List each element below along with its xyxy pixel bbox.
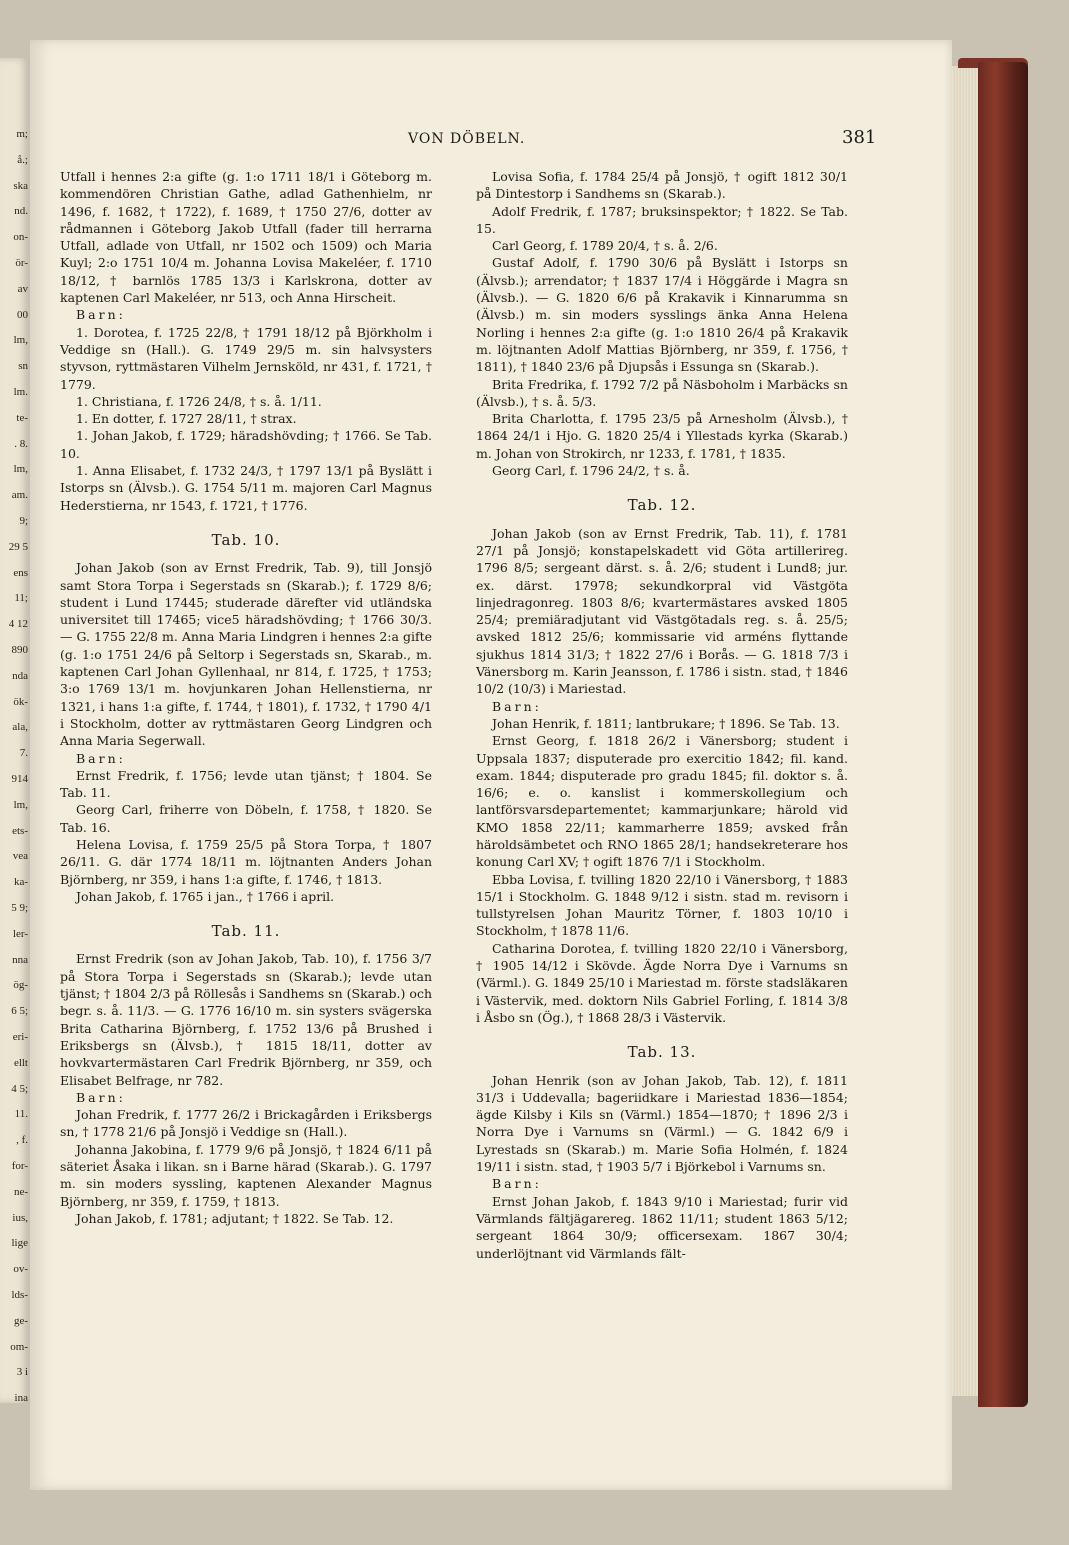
entry-paragraph: Adolf Fredrik, f. 1787; bruksinspektor; † 1822. Se Tab. 15. (476, 203, 848, 236)
entry-paragraph: 1. Anna Elisabet, f. 1732 24/3, † 1797 13/1 på Byslätt i Istorps sn (Älvsb.). G. 1754 5/11 m. majoren Carl Magnus Hederstierna, nr 1543, f. 1721, † 1776. (60, 463, 432, 513)
entry-paragraph: Johan Jakob, f. 1765 i jan., † 1766 i april. (76, 888, 335, 904)
table-heading: Tab. 10. (211, 530, 281, 549)
margin-fragment: 7. (19, 747, 28, 760)
margin-fragment: 3 i (16, 1366, 28, 1379)
entry-paragraph: Georg Carl, friherre von Döbeln, f. 1758, † 1820. Se Tab. 16. (60, 802, 432, 835)
margin-fragment: 914 (11, 773, 28, 785)
entry-paragraph: Johan Jakob (son av Ernst Fredrik, Tab. 9), till Jonsjö samt Stora Torpa i Segerstads sn (Skarab.); f. 1729 8/6; student i Lund 17445; studerade därefter vid utländska universitet till 17465; vice5 häradshövding; † 1766 30/3. — G. 1755 22/8 m. Anna Maria Lindgren i hennes 2:a gifte (g. 1:o 1751 24/6 på Seltorp i Segerstads sn, Skarab., m. kaptenen Carl Johan Gyllenhaal, nr 814, f. 1725, † 1753; 3:o 1769 13/1 m. hovjunkaren Johan Hellenstierna, nr 1321, i hans 1:a gifte, f. 1744, † 1801), f. 1732, † 1790 4/1 i Stockholm, dotter av ryttmästaren Georg Lindgren och Anna Maria Segerwall. (60, 560, 432, 749)
margin-fragment: lm, (13, 798, 28, 811)
entry-paragraph: 1. En dotter, f. 1727 28/11, † strax. (76, 411, 297, 427)
entry-paragraph: 1. Dorotea, f. 1725 22/8, † 1791 18/12 på Björkholm i Veddige sn (Hall.). G. 1749 29/5 m. sin halvsysters styvson, ryttmästaren Vilhelm Jernsköld, nr 431, f. 1721, † 1779. (60, 324, 432, 392)
margin-fragment: ellt (13, 1056, 28, 1069)
entry-paragraph: Gustaf Adolf, f. 1790 30/6 på Byslätt i Istorps sn (Älvsb.); arrendator; † 1837 17/4 i Höggärde i Magra sn (Älvsb.). — G. 1820 6/6 på Krakavik i Kinnarumma sn (Älvsb.) m. sin moders sysslings änka Anna Helena Norling i hennes 2:a gifte (g. 1:o 1810 26/4 på Krakavik m. löjtnanten Adolf Mattias Björnberg, nr 359, f. 1756, † 1811), † 1840 23/6 på Djupsås i Essunga sn (Skarab.). (476, 255, 848, 375)
entry-paragraph: Ernst Georg, f. 1818 26/2 i Vänersborg; student i Uppsala 1837; disputerade pro exercitio 1842; fil. kand. exam. 1844; disputerade pro gradu 1845; fil. doktor s. å. 16/6; e. o. kanslist i kommerskollegium och lantförsvarsdepartementet; kammarjunkare; härold vid KMO 1858 22/11; kammarherre 1859; avsked från häroldsämbetet och RNO 1865 28/1; handsekreterare hos konung Carl XV; † ogift 1876 7/1 i Stockholm. (476, 733, 848, 870)
entry-paragraph: Johan Henrik (son av Johan Jakob, Tab. 12), f. 1811 31/3 i Uddevalla; bageriidkare i Mariestad 1836—1854; ägde Kilsby i Kils sn (Värml.) 1854—1870; † 1896 2/3 i Norra Dye i Varnums sn (Värml.) — G. 1842 6/9 i Lyrestads sn (Skarab.) m. Marie Sofia Holmén, f. 1824 19/11 i sistn. stad, † 1903 5/7 i Björkebol i Varnums sn. (476, 1072, 848, 1175)
entry-paragraph: 1. Christiana, f. 1726 24/8, † s. å. 1/11. (76, 393, 322, 409)
margin-fragment: lm. (13, 386, 28, 398)
margin-fragment: lds- (11, 1289, 28, 1301)
entry-paragraph: Brita Charlotta, f. 1795 23/5 på Arnesholm (Älvsb.), † 1864 24/1 i Hjo. G. 1820 25/4 i Yllestads kyrka (Skarab.) m. Johan von Strokirch, nr 1233, f. 1781, † 1835. (476, 411, 848, 461)
children-label: Barn: (492, 1176, 542, 1192)
margin-fragment: 890 (11, 644, 28, 656)
entry-paragraph: Ernst Fredrik, f. 1756; levde utan tjänst; † 1804. Se Tab. 11. (60, 767, 432, 801)
page-edges (952, 66, 980, 1396)
entry-paragraph: Helena Lovisa, f. 1759 25/5 på Stora Torpa, † 1807 26/11. G. där 1774 18/11 m. löjtnanten Anders Johan Björnberg, nr 359, i hans 1:a gifte, f. 1746, † 1813. (60, 836, 432, 887)
margin-fragment: nd. (14, 205, 28, 218)
margin-fragment: 4 12 (8, 618, 28, 631)
margin-fragment: ör- (15, 257, 28, 269)
margin-fragment: eri- (12, 1031, 28, 1043)
book-cover (978, 62, 1028, 1407)
entry-paragraph: Ernst Johan Jakob, f. 1843 9/10 i Mariestad; furir vid Värmlands fältjägarereg. 1862 11/11; student 1863 5/12; sergeant 1864 30/9; officersexam. 1867 30/4; underlöjtnant vid Värmlands fält- (476, 1193, 848, 1261)
entry-paragraph: Johan Henrik, f. 1811; lantbrukare; † 1896. Se Tab. 13. (492, 715, 840, 731)
entry-paragraph: Johanna Jakobina, f. 1779 9/6 på Jonsjö, † 1824 6/11 på säteriet Åsaka i likan. sn i Barne härad (Skarab.). G. 1797 m. sin moders syssling, kaptenen Alexander Magnus Björnberg, nr 359, f. 1759, † 1813. (60, 1141, 432, 1209)
margin-fragment: m; (16, 128, 28, 140)
entry-paragraph: Brita Fredrika, f. 1792 7/2 på Näsboholm i Marbäcks sn (Älvsb.), † s. å. 5/3. (476, 376, 848, 409)
entry-paragraph: Lovisa Sofia, f. 1784 25/4 på Jonsjö, † ogift 1812 30/1 på Dintestorp i Sandhems sn (Skarab.). (476, 169, 848, 202)
running-header: VON DÖBELN. (408, 131, 526, 147)
margin-fragment: 29 5 (8, 540, 28, 553)
margin-fragment: av (17, 282, 28, 295)
entry-paragraph: Utfall i hennes 2:a gifte (g. 1:o 1711 18/1 i Göteborg m. kommendören Christian Gathe, adlad Gathenhielm, nr 1496, f. 1682, † 1722), f. 1689, † 1750 27/6, dotter av rådmannen i Göteborg Jakob Utfall (fader till herrarna Utfall, adlade von Utfall, nr 1502 och 1509) och Maria Kuyl; 2:o 1751 10/4 m. Johanna Lovisa Makeléer, f. 1710 18/12, † barnlös 1785 13/3 i Karlskrona, dotter av kaptenen Carl Makeléer, nr 513, och Anna Hirscheit. (60, 169, 432, 306)
entry-paragraph: Johan Jakob (son av Ernst Fredrik, Tab. 11), f. 1781 27/1 på Jonsjö; konstapelskadett vid Göta artillerireg. 1796 8/5; sergeant därst. s. å. 2/6; student i Lund8; jur. ex. därst. 17978; sekundkorpral vid Västgöta linjedragonreg. 1803 8/6; kvartermästares avsked 1805 25/4; premiäradjutant vid Västgötadals reg. s. å. 25/5; avsked 1812 25/6; kommissarie vid arméns flyttande sjukhus 1814 31/3; † 1822 27/6 i Borås. — G. 1818 7/3 i Vänersborg m. Karin Jeansson, f. 1786 i sistn. stad, † 1846 10/2 (10/3) i Mariestad. (476, 525, 848, 697)
margin-fragment: ska (13, 179, 28, 192)
entry-paragraph: 1. Johan Jakob, f. 1729; häradshövding; † 1766. Se Tab. 10. (60, 428, 432, 461)
children-label: Barn: (76, 750, 126, 766)
margin-fragment: ök- (13, 695, 28, 708)
margin-fragment: ens (13, 566, 28, 579)
table-heading: Tab. 12. (627, 496, 697, 515)
left-column (60, 168, 432, 1227)
margin-fragment: ge- (13, 1314, 28, 1327)
entry-paragraph: Georg Carl, f. 1796 24/2, † s. å. (492, 463, 690, 479)
margin-fragment: ne- (13, 1185, 28, 1198)
margin-fragment: 00 (17, 308, 28, 321)
margin-fragment: 11; (14, 592, 28, 605)
margin-fragment: 11. (14, 1108, 28, 1121)
margin-fragment: te- (16, 411, 28, 424)
entry-paragraph: Catharina Dorotea, f. tvilling 1820 22/10 i Vänersborg, † 1905 14/12 i Skövde. Ägde Norra Dye i Varnums sn (Värml.). G. 1849 25/10 i Mariestad m. förste stadsläkaren i Västervik, med. doktorn Nils Gabriel Forling, f. 1814 3/8 i Åsbo sn (Ög.), † 1868 28/3 i Västervik. (476, 940, 848, 1025)
entry-paragraph: Johan Jakob, f. 1781; adjutant; † 1822. Se Tab. 12. (76, 1210, 394, 1226)
margin-fragment: nda (12, 669, 28, 682)
margin-fragment: lm, (13, 334, 28, 347)
margin-fragment: sn (18, 360, 28, 373)
margin-fragment: ög- (13, 979, 28, 992)
margin-fragment: nna (12, 953, 28, 966)
margin-fragment: am. (11, 489, 28, 502)
table-heading: Tab. 11. (211, 922, 281, 941)
previous-page-edge (0, 58, 30, 1403)
children-label: Barn: (492, 698, 542, 714)
margin-fragment: 4 5; (11, 1082, 28, 1095)
margin-fragment: lige (11, 1237, 28, 1250)
margin-fragment: for- (11, 1160, 28, 1172)
entry-paragraph: Ernst Fredrik (son av Johan Jakob, Tab. 10), f. 1756 3/7 på Stora Torpa i Segerstads sn (Skarab.); levde utan tjänst; † 1804 2/3 på Röllesås i Sandhems sn (Skarab.) och begr. s. å. 11/3. — G. 1776 16/10 m. sin systers svägerska Brita Catharina Björnberg, f. 1752 13/6 på Brushed i Eriksbergs sn (Älvsb.), † 1815 18/11, dotter av hovkvartermästaren Carl Fredrik Björnberg, nr 359, och Elisabet Belfrage, nr 782. (60, 951, 432, 1088)
margin-fragment: , f. (16, 1134, 28, 1147)
margin-fragment: 5 9; (11, 902, 28, 914)
margin-fragment: å.; (17, 153, 28, 166)
entry-paragraph: Johan Fredrik, f. 1777 26/2 i Brickagården i Eriksbergs sn, † 1778 21/6 på Jonsjö i Veddige sn (Hall.). (60, 1107, 432, 1140)
children-label: Barn: (76, 307, 126, 323)
entry-paragraph: Ebba Lovisa, f. tvilling 1820 22/10 i Vänersborg, † 1883 15/1 i Stockholm. G. 1848 9/12 i sistn. stad m. revisorn i tullstyrelsen Johan Mauritz Törner, f. 1803 10/10 i Stockholm, † 1878 11/6. (476, 871, 848, 939)
table-heading: Tab. 13. (627, 1043, 697, 1062)
margin-fragment: ler- (12, 927, 28, 940)
margin-fragment: ius, (12, 1211, 28, 1224)
children-label: Barn: (76, 1089, 126, 1105)
margin-fragment: . 8. (14, 437, 28, 450)
margin-fragment: on- (13, 231, 28, 244)
margin-fragment: ka- (13, 876, 28, 889)
margin-fragment: om- (10, 1340, 28, 1353)
margin-fragment: ala, (12, 721, 28, 734)
margin-fragment: ov- (13, 1263, 28, 1276)
margin-fragment: 6 5; (11, 1005, 28, 1018)
margin-fragment: ets- (12, 824, 28, 837)
margin-fragment: vea (12, 850, 28, 863)
right-column (476, 168, 848, 1262)
page-number: 381 (842, 127, 877, 148)
margin-fragment: lm, (13, 463, 28, 476)
margin-fragment: ina (14, 1392, 28, 1403)
margin-fragment: 9; (19, 515, 28, 527)
entry-paragraph: Carl Georg, f. 1789 20/4, † s. å. 2/6. (492, 238, 718, 254)
